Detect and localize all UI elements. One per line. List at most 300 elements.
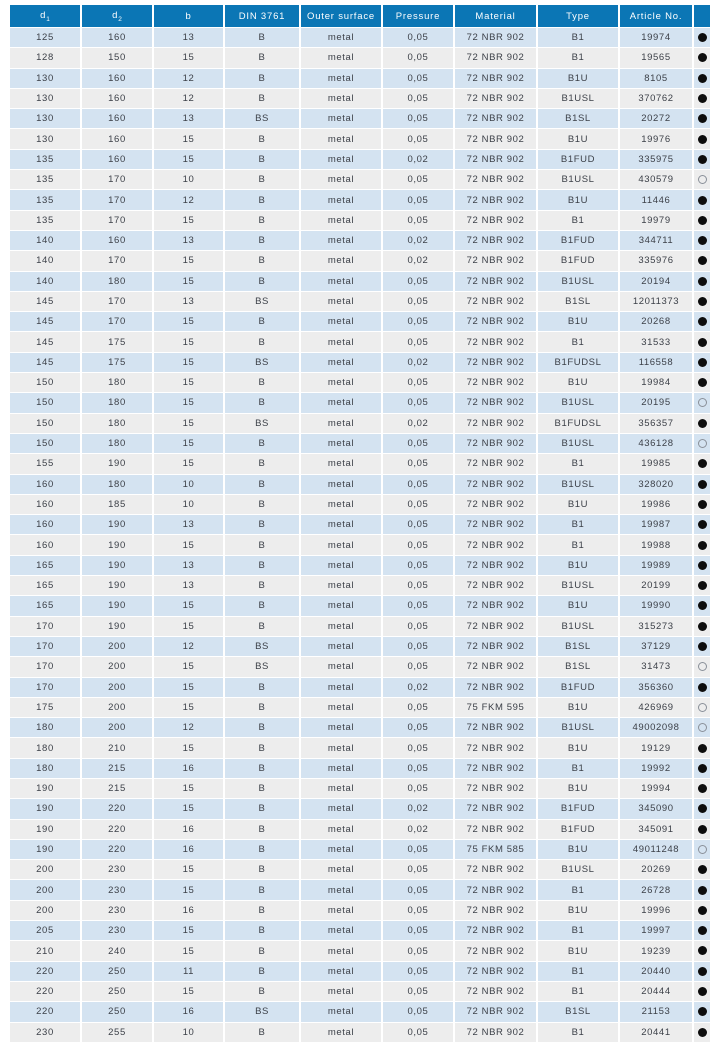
availability-filled-circle-icon	[698, 906, 707, 915]
cell-availability	[694, 170, 710, 189]
column-header-material: Material	[455, 5, 536, 27]
cell-din: B	[225, 1023, 299, 1042]
cell-d2: 190	[82, 515, 152, 534]
cell-d1: 155	[10, 454, 80, 473]
cell-availability	[694, 48, 710, 67]
availability-filled-circle-icon	[698, 601, 707, 610]
availability-filled-circle-icon	[698, 216, 707, 225]
availability-filled-circle-icon	[698, 804, 707, 813]
cell-din: B	[225, 475, 299, 494]
column-header-din: DIN 3761	[225, 5, 299, 27]
availability-empty-circle-icon	[698, 175, 707, 184]
cell-outer: metal	[301, 759, 381, 778]
cell-d1: 205	[10, 921, 80, 940]
cell-article: 19994	[620, 779, 692, 798]
availability-empty-circle-icon	[698, 703, 707, 712]
cell-din: B	[225, 434, 299, 453]
table-row	[10, 576, 710, 595]
cell-pressure: 0,05	[383, 962, 453, 981]
cell-d1: 165	[10, 556, 80, 575]
cell-outer: metal	[301, 1023, 381, 1042]
cell-availability	[694, 698, 710, 717]
cell-material: 72 NBR 902	[455, 718, 536, 737]
cell-material: 72 NBR 902	[455, 170, 536, 189]
cell-article: 19997	[620, 921, 692, 940]
table-row	[10, 414, 710, 433]
cell-article: 19988	[620, 535, 692, 554]
cell-outer: metal	[301, 272, 381, 291]
table-row	[10, 109, 710, 128]
cell-outer: metal	[301, 312, 381, 331]
cell-type: B1USL	[538, 272, 618, 291]
cell-availability	[694, 941, 710, 960]
cell-availability	[694, 109, 710, 128]
cell-outer: metal	[301, 637, 381, 656]
cell-type: B1USL	[538, 393, 618, 412]
cell-availability	[694, 475, 710, 494]
cell-article: 8105	[620, 69, 692, 88]
cell-b: 15	[154, 678, 223, 697]
cell-pressure: 0,02	[383, 353, 453, 372]
cell-din: B	[225, 454, 299, 473]
availability-filled-circle-icon	[698, 784, 707, 793]
cell-d2: 160	[82, 109, 152, 128]
cell-d1: 135	[10, 190, 80, 209]
cell-din: B	[225, 596, 299, 615]
cell-availability	[694, 1023, 710, 1042]
column-header-availability	[694, 5, 710, 27]
cell-type: B1USL	[538, 576, 618, 595]
cell-availability	[694, 556, 710, 575]
cell-din: B	[225, 759, 299, 778]
cell-article: 19996	[620, 901, 692, 920]
cell-din: B	[225, 89, 299, 108]
cell-outer: metal	[301, 89, 381, 108]
cell-din: B	[225, 880, 299, 899]
cell-din: BS	[225, 1002, 299, 1021]
cell-pressure: 0,05	[383, 495, 453, 514]
cell-availability	[694, 576, 710, 595]
cell-article: 370762	[620, 89, 692, 108]
cell-article: 19989	[620, 556, 692, 575]
availability-filled-circle-icon	[698, 297, 707, 306]
cell-d2: 190	[82, 556, 152, 575]
cell-pressure: 0,05	[383, 718, 453, 737]
cell-pressure: 0,05	[383, 596, 453, 615]
cell-type: B1U	[538, 495, 618, 514]
cell-d2: 190	[82, 454, 152, 473]
cell-article: 31473	[620, 657, 692, 676]
table-row	[10, 475, 710, 494]
cell-din: B	[225, 738, 299, 757]
availability-filled-circle-icon	[698, 581, 707, 590]
table-header-row	[10, 5, 710, 27]
cell-pressure: 0,05	[383, 434, 453, 453]
cell-article: 11446	[620, 190, 692, 209]
cell-material: 72 NBR 902	[455, 535, 536, 554]
cell-d2: 215	[82, 779, 152, 798]
cell-availability	[694, 718, 710, 737]
availability-filled-circle-icon	[698, 53, 707, 62]
cell-d2: 250	[82, 982, 152, 1001]
availability-empty-circle-icon	[698, 723, 707, 732]
cell-d2: 230	[82, 880, 152, 899]
cell-outer: metal	[301, 332, 381, 351]
table-row	[10, 1002, 710, 1021]
cell-din: B	[225, 535, 299, 554]
cell-d1: 140	[10, 251, 80, 270]
cell-type: B1U	[538, 373, 618, 392]
availability-filled-circle-icon	[698, 338, 707, 347]
cell-pressure: 0,05	[383, 332, 453, 351]
cell-d2: 175	[82, 353, 152, 372]
cell-material: 72 NBR 902	[455, 69, 536, 88]
table-row	[10, 332, 710, 351]
cell-d2: 220	[82, 799, 152, 818]
cell-outer: metal	[301, 475, 381, 494]
cell-b: 15	[154, 941, 223, 960]
table-row	[10, 251, 710, 270]
cell-material: 72 NBR 902	[455, 941, 536, 960]
cell-b: 11	[154, 962, 223, 981]
cell-type: B1U	[538, 129, 618, 148]
cell-b: 15	[154, 150, 223, 169]
cell-d2: 215	[82, 759, 152, 778]
cell-d1: 220	[10, 962, 80, 981]
cell-pressure: 0,05	[383, 170, 453, 189]
cell-pressure: 0,05	[383, 28, 453, 47]
cell-d2: 230	[82, 860, 152, 879]
cell-material: 72 NBR 902	[455, 820, 536, 839]
cell-pressure: 0,05	[383, 292, 453, 311]
cell-availability	[694, 678, 710, 697]
cell-d1: 200	[10, 860, 80, 879]
cell-article: 49002098	[620, 718, 692, 737]
cell-d2: 170	[82, 251, 152, 270]
cell-pressure: 0,02	[383, 150, 453, 169]
cell-type: B1	[538, 211, 618, 230]
cell-outer: metal	[301, 393, 381, 412]
cell-article: 356360	[620, 678, 692, 697]
cell-availability	[694, 596, 710, 615]
cell-type: B1FUD	[538, 678, 618, 697]
cell-type: B1	[538, 962, 618, 981]
cell-availability	[694, 434, 710, 453]
cell-d2: 160	[82, 69, 152, 88]
cell-b: 15	[154, 434, 223, 453]
cell-din: B	[225, 28, 299, 47]
cell-b: 16	[154, 840, 223, 859]
cell-d1: 140	[10, 231, 80, 250]
cell-outer: metal	[301, 251, 381, 270]
cell-outer: metal	[301, 556, 381, 575]
cell-b: 13	[154, 515, 223, 534]
column-header-pressure: Pressure	[383, 5, 453, 27]
cell-d1: 170	[10, 657, 80, 676]
cell-b: 10	[154, 1023, 223, 1042]
cell-din: B	[225, 129, 299, 148]
cell-material: 72 NBR 902	[455, 475, 536, 494]
cell-d1: 160	[10, 475, 80, 494]
cell-material: 72 NBR 902	[455, 556, 536, 575]
cell-d1: 220	[10, 982, 80, 1001]
cell-b: 15	[154, 535, 223, 554]
table-row	[10, 211, 710, 230]
table-row	[10, 759, 710, 778]
cell-d2: 170	[82, 292, 152, 311]
cell-d1: 135	[10, 150, 80, 169]
availability-empty-circle-icon	[698, 845, 707, 854]
cell-outer: metal	[301, 231, 381, 250]
cell-pressure: 0,05	[383, 515, 453, 534]
cell-pressure: 0,05	[383, 211, 453, 230]
cell-d2: 180	[82, 414, 152, 433]
column-header-b: b	[154, 5, 223, 27]
cell-outer: metal	[301, 596, 381, 615]
cell-outer: metal	[301, 515, 381, 534]
cell-material: 72 NBR 902	[455, 89, 536, 108]
cell-availability	[694, 820, 710, 839]
cell-material: 72 NBR 902	[455, 150, 536, 169]
cell-pressure: 0,05	[383, 1023, 453, 1042]
cell-article: 335975	[620, 150, 692, 169]
table-row	[10, 799, 710, 818]
cell-article: 315273	[620, 617, 692, 636]
cell-availability	[694, 231, 710, 250]
availability-filled-circle-icon	[698, 764, 707, 773]
column-header-article: Article No.	[620, 5, 692, 27]
cell-d2: 170	[82, 170, 152, 189]
cell-type: B1USL	[538, 475, 618, 494]
cell-din: B	[225, 515, 299, 534]
cell-outer: metal	[301, 738, 381, 757]
cell-pressure: 0,05	[383, 48, 453, 67]
cell-article: 328020	[620, 475, 692, 494]
cell-pressure: 0,05	[383, 840, 453, 859]
cell-type: B1	[538, 332, 618, 351]
cell-pressure: 0,05	[383, 860, 453, 879]
cell-din: B	[225, 312, 299, 331]
cell-type: B1USL	[538, 434, 618, 453]
cell-availability	[694, 921, 710, 940]
cell-d1: 130	[10, 69, 80, 88]
cell-outer: metal	[301, 840, 381, 859]
cell-b: 15	[154, 617, 223, 636]
cell-pressure: 0,05	[383, 617, 453, 636]
table-row	[10, 129, 710, 148]
cell-material: 72 NBR 902	[455, 1002, 536, 1021]
cell-outer: metal	[301, 535, 381, 554]
cell-article: 20272	[620, 109, 692, 128]
cell-b: 12	[154, 89, 223, 108]
cell-outer: metal	[301, 211, 381, 230]
cell-b: 15	[154, 353, 223, 372]
cell-d1: 150	[10, 414, 80, 433]
cell-type: B1U	[538, 941, 618, 960]
cell-article: 21153	[620, 1002, 692, 1021]
cell-availability	[694, 272, 710, 291]
cell-material: 72 NBR 902	[455, 251, 536, 270]
cell-d1: 140	[10, 272, 80, 291]
cell-din: B	[225, 48, 299, 67]
cell-b: 13	[154, 556, 223, 575]
cell-material: 75 FKM 595	[455, 698, 536, 717]
cell-type: B1U	[538, 596, 618, 615]
availability-filled-circle-icon	[698, 946, 707, 955]
cell-outer: metal	[301, 860, 381, 879]
cell-availability	[694, 129, 710, 148]
table-row	[10, 596, 710, 615]
cell-din: B	[225, 231, 299, 250]
cell-availability	[694, 69, 710, 88]
cell-outer: metal	[301, 982, 381, 1001]
cell-article: 26728	[620, 880, 692, 899]
cell-material: 72 NBR 902	[455, 738, 536, 757]
cell-type: B1FUD	[538, 150, 618, 169]
cell-outer: metal	[301, 678, 381, 697]
cell-article: 20444	[620, 982, 692, 1001]
cell-d1: 230	[10, 1023, 80, 1042]
cell-b: 15	[154, 596, 223, 615]
cell-outer: metal	[301, 292, 381, 311]
cell-type: B1U	[538, 901, 618, 920]
table-row	[10, 190, 710, 209]
cell-d1: 200	[10, 901, 80, 920]
cell-outer: metal	[301, 434, 381, 453]
table-row	[10, 434, 710, 453]
cell-material: 72 NBR 902	[455, 353, 536, 372]
cell-type: B1U	[538, 840, 618, 859]
cell-b: 10	[154, 170, 223, 189]
cell-outer: metal	[301, 495, 381, 514]
availability-filled-circle-icon	[698, 94, 707, 103]
cell-din: BS	[225, 353, 299, 372]
cell-availability	[694, 759, 710, 778]
cell-type: B1SL	[538, 1002, 618, 1021]
cell-type: B1FUDSL	[538, 414, 618, 433]
cell-outer: metal	[301, 190, 381, 209]
cell-din: B	[225, 840, 299, 859]
availability-filled-circle-icon	[698, 683, 707, 692]
cell-availability	[694, 1002, 710, 1021]
cell-availability	[694, 799, 710, 818]
cell-din: B	[225, 373, 299, 392]
cell-availability	[694, 251, 710, 270]
cell-d2: 200	[82, 678, 152, 697]
cell-type: B1	[538, 982, 618, 1001]
cell-type: B1	[538, 759, 618, 778]
cell-b: 15	[154, 880, 223, 899]
cell-pressure: 0,05	[383, 779, 453, 798]
cell-article: 37129	[620, 637, 692, 656]
cell-article: 20194	[620, 272, 692, 291]
cell-pressure: 0,05	[383, 272, 453, 291]
cell-b: 15	[154, 211, 223, 230]
cell-din: B	[225, 211, 299, 230]
cell-din: B	[225, 941, 299, 960]
cell-d2: 170	[82, 190, 152, 209]
availability-filled-circle-icon	[698, 622, 707, 631]
cell-d2: 180	[82, 475, 152, 494]
cell-material: 72 NBR 902	[455, 28, 536, 47]
cell-pressure: 0,02	[383, 251, 453, 270]
cell-outer: metal	[301, 48, 381, 67]
cell-material: 72 NBR 902	[455, 414, 536, 433]
cell-d2: 200	[82, 698, 152, 717]
cell-type: B1FUD	[538, 251, 618, 270]
cell-availability	[694, 190, 710, 209]
cell-d2: 180	[82, 373, 152, 392]
cell-availability	[694, 515, 710, 534]
cell-outer: metal	[301, 353, 381, 372]
cell-material: 72 NBR 902	[455, 901, 536, 920]
cell-b: 13	[154, 109, 223, 128]
cell-article: 19565	[620, 48, 692, 67]
cell-b: 15	[154, 921, 223, 940]
cell-material: 72 NBR 902	[455, 962, 536, 981]
cell-availability	[694, 312, 710, 331]
availability-filled-circle-icon	[698, 1007, 707, 1016]
cell-pressure: 0,05	[383, 556, 453, 575]
cell-d1: 145	[10, 312, 80, 331]
cell-type: B1FUD	[538, 231, 618, 250]
cell-d2: 255	[82, 1023, 152, 1042]
cell-article: 345090	[620, 799, 692, 818]
cell-pressure: 0,05	[383, 475, 453, 494]
cell-d1: 145	[10, 332, 80, 351]
cell-article: 20269	[620, 860, 692, 879]
cell-availability	[694, 373, 710, 392]
cell-pressure: 0,05	[383, 698, 453, 717]
cell-article: 20441	[620, 1023, 692, 1042]
cell-outer: metal	[301, 373, 381, 392]
cell-outer: metal	[301, 962, 381, 981]
cell-article: 426969	[620, 698, 692, 717]
availability-filled-circle-icon	[698, 33, 707, 42]
cell-type: B1FUD	[538, 799, 618, 818]
cell-b: 15	[154, 272, 223, 291]
availability-filled-circle-icon	[698, 358, 707, 367]
cell-article: 19239	[620, 941, 692, 960]
cell-availability	[694, 292, 710, 311]
cell-b: 15	[154, 799, 223, 818]
table-row	[10, 982, 710, 1001]
cell-material: 72 NBR 902	[455, 129, 536, 148]
table-row	[10, 150, 710, 169]
cell-b: 16	[154, 1002, 223, 1021]
table-row	[10, 89, 710, 108]
cell-b: 12	[154, 718, 223, 737]
cell-b: 13	[154, 292, 223, 311]
cell-pressure: 0,05	[383, 312, 453, 331]
cell-din: B	[225, 962, 299, 981]
cell-din: B	[225, 251, 299, 270]
cell-material: 72 NBR 902	[455, 231, 536, 250]
cell-b: 16	[154, 901, 223, 920]
cell-article: 12011373	[620, 292, 692, 311]
cell-d2: 200	[82, 657, 152, 676]
cell-d2: 180	[82, 393, 152, 412]
cell-material: 72 NBR 902	[455, 454, 536, 473]
cell-pressure: 0,05	[383, 982, 453, 1001]
cell-d1: 145	[10, 292, 80, 311]
cell-din: B	[225, 272, 299, 291]
cell-b: 15	[154, 982, 223, 1001]
cell-type: B1SL	[538, 657, 618, 676]
cell-material: 72 NBR 902	[455, 109, 536, 128]
cell-b: 12	[154, 637, 223, 656]
cell-material: 72 NBR 902	[455, 860, 536, 879]
